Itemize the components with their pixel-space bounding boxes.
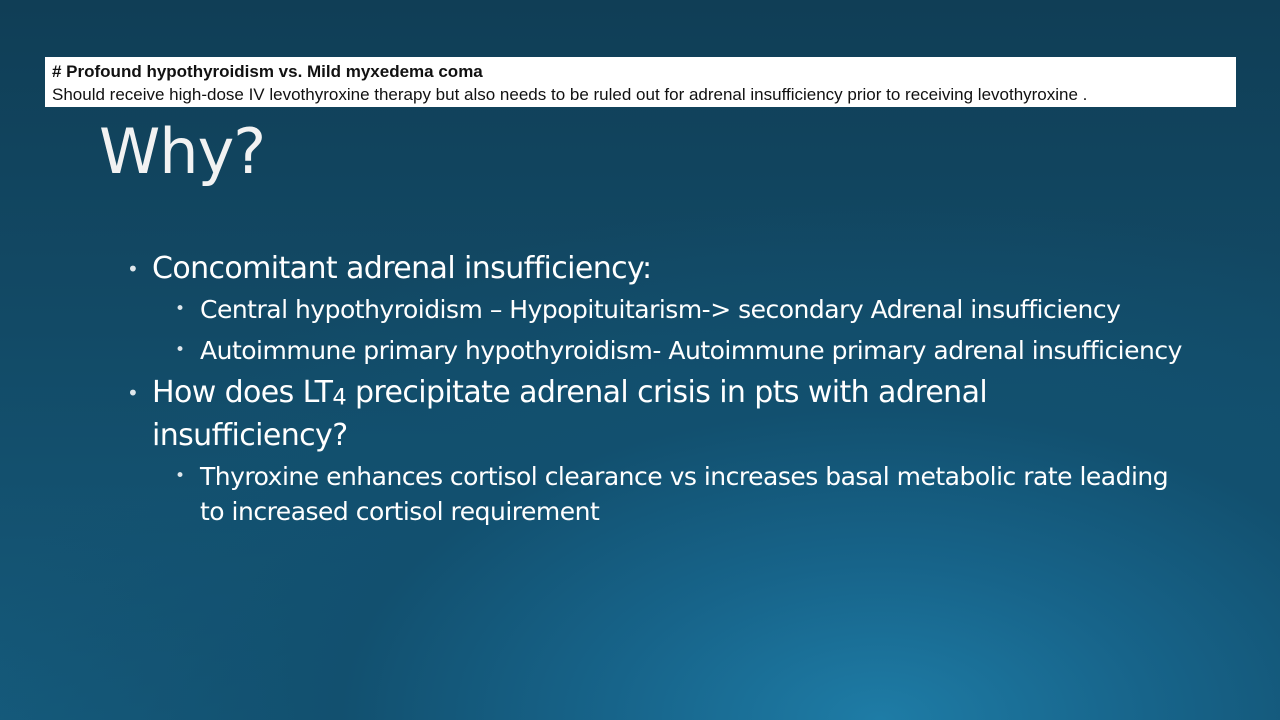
sub-bullet-text: Central hypothyroidism – Hypopituitarism-> secondary Adrenal insufficiency <box>200 295 1121 324</box>
bullet-text-end: precipitate adrenal crisis in pts with adrenal insufficiency? <box>152 375 988 453</box>
bullet-text-start: How does LT <box>152 375 333 410</box>
bullet-item-lt4-question <box>127 374 1187 455</box>
bullet-list <box>127 250 1187 535</box>
note-box <box>45 57 1236 107</box>
bullet-icon: • <box>175 465 185 486</box>
sub-bullet-text: Autoimmune primary hypothyroidism- Autoimmune primary adrenal insufficiency <box>200 336 1182 365</box>
bullet-item-adrenal-insufficiency <box>127 250 1187 288</box>
bullet-icon: • <box>175 299 185 319</box>
slide-title: Why? <box>99 115 266 188</box>
sub-bullet-thyroxine <box>175 459 1187 529</box>
bullet-icon: • <box>127 257 139 281</box>
note-heading: # Profound hypothyroidism vs. Mild myxedema coma <box>52 62 483 81</box>
bullet-text-subscript: 4 <box>332 384 347 411</box>
sub-bullet-central-hypothyroidism <box>175 292 1187 327</box>
note-body: Should receive high-dose IV levothyroxine therapy but also needs to be ruled out for adrenal insufficiency prior to receiving levothyroxine . <box>52 85 1088 104</box>
sub-bullet-autoimmune <box>175 333 1187 368</box>
bullet-text: Concomitant adrenal insufficiency: <box>152 251 652 286</box>
bullet-icon: • <box>127 381 139 405</box>
bullet-icon: • <box>175 340 185 360</box>
sub-bullet-text: Thyroxine enhances cortisol clearance vs increases basal metabolic rate leading to increased cortisol requirement <box>200 461 1169 526</box>
